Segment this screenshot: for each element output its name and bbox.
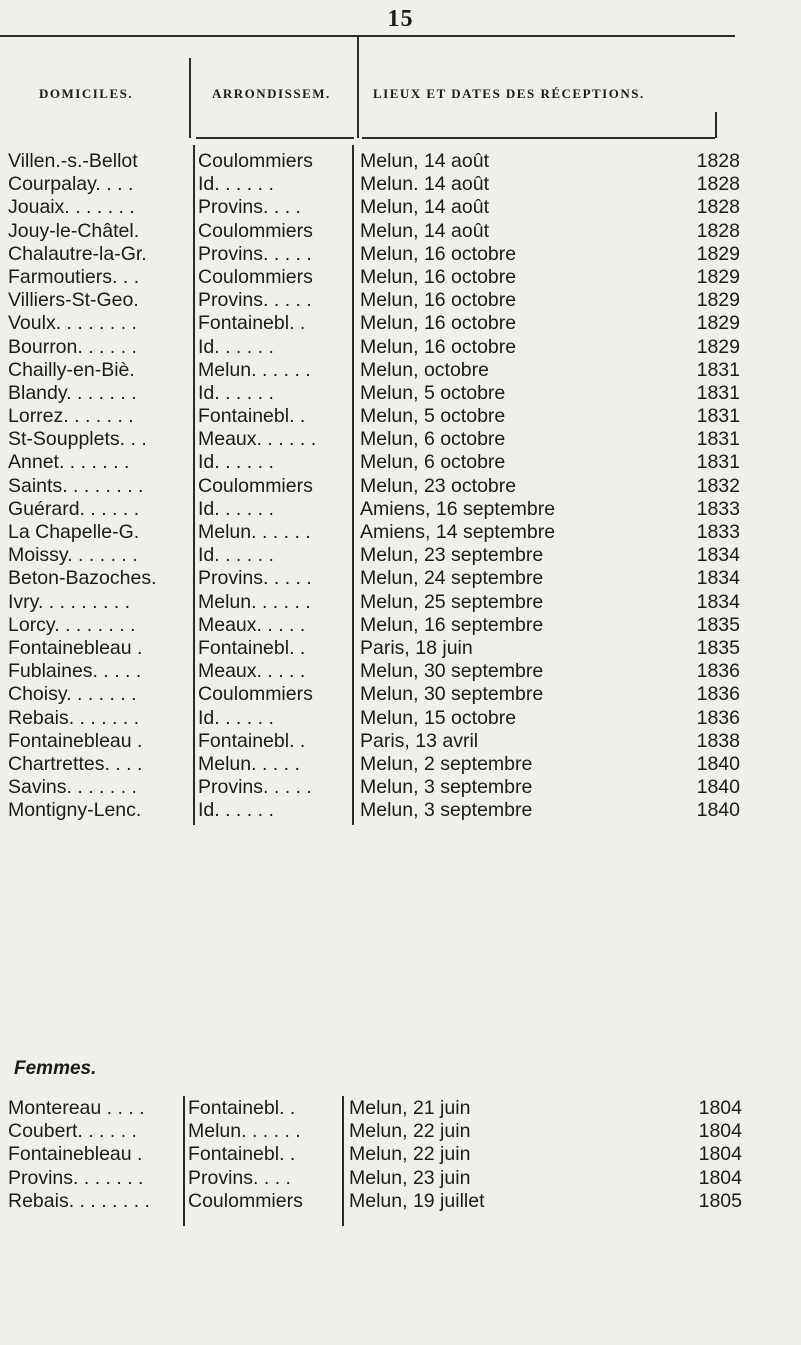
- lieu-date-cell: Melun, 16 octobre: [360, 242, 517, 265]
- entries-arrondissement-cell: Coulommiers: [198, 150, 313, 172]
- column-domiciles: [8, 150, 191, 822]
- entries-domicile-cell: Villiers-St-Geo.: [8, 289, 139, 312]
- entries-domicile-cell: Voulx. . . . . . . .: [8, 312, 137, 335]
- entries-domicile-cell: Villen.-s.-Bellot: [8, 150, 138, 172]
- femmes-domicile-cell: Rebais. . . . . . . .: [8, 1189, 150, 1212]
- entries-row: [360, 359, 740, 382]
- entries-domicile-cell: Courpalay. . . .: [8, 173, 134, 196]
- entries-domicile-cell: Guérard. . . . . .: [8, 497, 140, 520]
- entries-row: [360, 683, 740, 706]
- header-lieux-dates: LIEUX ET DATES DES RÉCEPTIONS.: [373, 86, 645, 101]
- section-label-femmes: Femmes.: [14, 1058, 97, 1079]
- entries-arrondissement-cell: Provins. . . . .: [198, 289, 312, 312]
- lieu-date-cell: Melun, 22 juin: [349, 1143, 471, 1166]
- femmes-column-domiciles: [8, 1097, 180, 1213]
- annee-cell: 1804: [698, 1143, 742, 1166]
- entries-row: [360, 614, 740, 637]
- entries-arrondissement-cell: Provins. . . . .: [198, 242, 312, 265]
- entries-arrondissement-cell: Id. . . . . .: [198, 497, 274, 520]
- entries-arrondissement-cell: Fontainebl. .: [198, 312, 306, 335]
- entries-arrondissement-cell: Melun. . . . . .: [198, 590, 311, 613]
- entries-domicile-cell: Choisy. . . . . . .: [8, 683, 137, 706]
- annee-cell: 1831: [696, 381, 740, 404]
- entries-arrondissement-cell: Id. . . . . .: [198, 544, 274, 567]
- entries-arrondissement-cell: Id. . . . . .: [198, 173, 274, 196]
- entries-row: [360, 660, 740, 683]
- annee-cell: 1838: [696, 729, 740, 752]
- lieu-date-cell: Melun, 21 juin: [349, 1097, 471, 1119]
- lieu-date-cell: Melun. 14 août: [360, 173, 490, 196]
- lieu-date-cell: Paris, 13 avril: [360, 729, 479, 752]
- lieu-date-cell: Melun, 5 octobre: [360, 381, 506, 404]
- header-arrondissements: ARRONDISSEM.: [212, 86, 331, 101]
- entries-domicile-cell: St-Soupplets. . .: [8, 428, 147, 451]
- entries-row: [360, 266, 740, 289]
- entries-domicile-cell: Bourron. . . . . .: [8, 335, 137, 358]
- lieu-date-cell: Amiens, 16 septembre: [360, 497, 556, 520]
- table-divider-2: [352, 145, 354, 825]
- entries-arrondissement-cell: Provins. . . . .: [198, 567, 312, 590]
- annee-cell: 1840: [696, 799, 740, 822]
- lieu-date-cell: Melun, 22 juin: [349, 1120, 471, 1143]
- annee-cell: 1829: [696, 265, 740, 288]
- entries-arrondissement-cell: Fontainebl. .: [198, 405, 306, 428]
- entries-arrondissement-cell: Id. . . . . .: [198, 335, 274, 358]
- lieu-date-cell: Melun, 30 septembre: [360, 660, 544, 683]
- lieu-date-cell: Melun, 24 septembre: [360, 567, 544, 590]
- annee-cell: 1831: [696, 405, 740, 428]
- entries-arrondissement-cell: Provins. . . . .: [198, 776, 312, 799]
- annee-cell: 1829: [696, 335, 740, 358]
- annee-cell: 1831: [696, 428, 740, 451]
- femmes-arrondissement-cell: Provins. . . .: [188, 1166, 291, 1189]
- lieu-date-cell: Melun, 19 juillet: [349, 1189, 485, 1212]
- entries-row: [360, 382, 740, 405]
- entries-row: [360, 637, 740, 660]
- annee-cell: 1834: [696, 590, 740, 613]
- entries-domicile-cell: Fontainebleau .: [8, 636, 143, 659]
- entries-arrondissement-cell: Fontainebl. .: [198, 729, 306, 752]
- lieu-date-cell: Melun, 23 octobre: [360, 474, 517, 497]
- entries-domicile-cell: Chalautre-la-Gr.: [8, 242, 147, 265]
- lieu-date-cell: Melun, 6 octobre: [360, 428, 506, 451]
- entries-domicile-cell: Ivry. . . . . . . . .: [8, 590, 131, 613]
- entries-arrondissement-cell: Meaux. . . . .: [198, 613, 306, 636]
- annee-cell: 1840: [696, 776, 740, 799]
- lieu-date-cell: Melun, 16 octobre: [360, 289, 517, 312]
- entries-arrondissement-cell: Coulommiers: [198, 474, 313, 497]
- femmes-arrondissement-cell: Fontainebl. .: [188, 1143, 296, 1166]
- entries-domicile-cell: Farmoutiers. . .: [8, 265, 140, 288]
- entries-arrondissement-cell: Coulommiers: [198, 683, 313, 706]
- header-divider-1: [189, 58, 191, 138]
- lieu-date-cell: Melun, 25 septembre: [360, 590, 544, 613]
- entries-arrondissement-cell: Id. . . . . .: [198, 451, 274, 474]
- entries-row: [360, 591, 740, 614]
- header-rule-arrondissements: [196, 137, 354, 139]
- annee-cell: 1835: [696, 613, 740, 636]
- lieu-date-cell: Melun, 16 octobre: [360, 335, 517, 358]
- femmes-divider-2: [342, 1096, 344, 1226]
- entries-arrondissement-cell: Melun. . . . .: [198, 752, 300, 775]
- lieu-date-cell: Melun, 14 août: [360, 196, 490, 219]
- entries-row: [360, 776, 740, 799]
- entries-arrondissement-cell: Meaux. . . . .: [198, 660, 306, 683]
- entries-row: [360, 567, 740, 590]
- entries-row: [360, 289, 740, 312]
- entries-domicile-cell: Fublaines. . . . .: [8, 660, 142, 683]
- annee-cell: 1804: [698, 1120, 742, 1143]
- entries-row: [360, 475, 740, 498]
- entries-row: [360, 150, 740, 173]
- header-rule-lieux: [362, 137, 715, 139]
- entries-domicile-cell: Annet. . . . . . .: [8, 451, 130, 474]
- femmes-column-arrondissements: [188, 1097, 340, 1213]
- entries-arrondissement-cell: Melun. . . . . .: [198, 521, 311, 543]
- annee-cell: 1836: [696, 660, 740, 683]
- femmes-domicile-cell: Fontainebleau .: [8, 1143, 143, 1166]
- femmes-divider-1: [183, 1096, 185, 1226]
- entries-arrondissement-cell: Coulommiers: [198, 265, 313, 288]
- entries-domicile-cell: Savins. . . . . . .: [8, 776, 137, 799]
- page-number: 15: [387, 6, 414, 32]
- annee-cell: 1804: [698, 1166, 742, 1189]
- annee-cell: 1836: [696, 706, 740, 729]
- entries-domicile-cell: Beton-Bazoches.: [8, 567, 157, 590]
- annee-cell: 1829: [696, 289, 740, 312]
- femmes-row: [349, 1120, 742, 1143]
- femmes-row: [349, 1190, 742, 1213]
- annee-cell: 1833: [696, 521, 740, 543]
- entries-row: [360, 799, 740, 822]
- entries-row: [360, 173, 740, 196]
- entries-arrondissement-cell: Provins. . . .: [198, 196, 301, 219]
- femmes-row: [349, 1143, 742, 1166]
- header-divider-3: [715, 112, 717, 138]
- entries-arrondissement-cell: Fontainebl. .: [198, 636, 306, 659]
- annee-cell: 1834: [696, 544, 740, 567]
- annee-cell: 1828: [696, 219, 740, 242]
- lieu-date-cell: Melun, 3 septembre: [360, 776, 533, 799]
- annee-cell: 1829: [696, 242, 740, 265]
- entries-domicile-cell: Chailly-en-Biè.: [8, 358, 135, 381]
- entries-row: [360, 312, 740, 335]
- lieu-date-cell: Amiens, 14 septembre: [360, 521, 556, 543]
- entries-domicile-cell: Rebais. . . . . . .: [8, 706, 140, 729]
- entries-arrondissement-cell: Melun. . . . . .: [198, 358, 311, 381]
- lieu-date-cell: Melun, 15 octobre: [360, 706, 517, 729]
- annee-cell: 1834: [696, 567, 740, 590]
- entries-domicile-cell: Montigny-Lenc.: [8, 799, 142, 822]
- annee-cell: 1804: [698, 1097, 742, 1119]
- annee-cell: 1836: [696, 683, 740, 706]
- entries-row: [360, 451, 740, 474]
- entries-row: [360, 243, 740, 266]
- lieu-date-cell: Melun, 16 octobre: [360, 265, 517, 288]
- entries-domicile-cell: Moissy. . . . . . .: [8, 544, 138, 567]
- femmes-arrondissement-cell: Melun. . . . . .: [188, 1120, 301, 1143]
- entries-arrondissement-cell: Id. . . . . .: [198, 381, 274, 404]
- entries-domicile-cell: Jouaix. . . . . . .: [8, 196, 135, 219]
- annee-cell: 1828: [696, 150, 740, 172]
- entries-row: [360, 428, 740, 451]
- entries-arrondissement-cell: Id. . . . . .: [198, 706, 274, 729]
- entries-row: [360, 196, 740, 219]
- femmes-column-lieux-dates: [349, 1097, 742, 1213]
- lieu-date-cell: Melun, 5 octobre: [360, 405, 506, 428]
- entries-row: [360, 753, 740, 776]
- femmes-domicile-cell: Coubert. . . . . .: [8, 1120, 137, 1143]
- annee-cell: 1831: [696, 451, 740, 474]
- femmes-row: [349, 1167, 742, 1190]
- lieu-date-cell: Melun, 6 octobre: [360, 451, 506, 474]
- annee-cell: 1831: [696, 358, 740, 381]
- entries-domicile-cell: La Chapelle-G.: [8, 521, 140, 543]
- annee-cell: 1805: [698, 1189, 742, 1212]
- entries-row: [360, 544, 740, 567]
- femmes-row: [349, 1097, 742, 1120]
- lieu-date-cell: Melun, 14 août: [360, 150, 490, 172]
- column-arrondissements: [198, 150, 350, 822]
- entries-domicile-cell: Fontainebleau .: [8, 729, 143, 752]
- annee-cell: 1840: [696, 752, 740, 775]
- entries-domicile-cell: Chartrettes. . . .: [8, 752, 143, 775]
- annee-cell: 1828: [696, 173, 740, 196]
- entries-row: [360, 730, 740, 753]
- annee-cell: 1833: [696, 497, 740, 520]
- table-divider-1: [193, 145, 195, 825]
- annee-cell: 1835: [696, 636, 740, 659]
- top-rule: [0, 35, 735, 37]
- entries-arrondissement-cell: Coulommiers: [198, 219, 313, 242]
- entries-domicile-cell: Saints. . . . . . . .: [8, 474, 144, 497]
- entries-row: [360, 498, 740, 521]
- femmes-domicile-cell: Montereau . . . .: [8, 1097, 145, 1119]
- lieu-date-cell: Paris, 18 juin: [360, 636, 473, 659]
- entries-row: [360, 707, 740, 730]
- lieu-date-cell: Melun, 30 septembre: [360, 683, 544, 706]
- entries-domicile-cell: Lorrez. . . . . . .: [8, 405, 134, 428]
- annee-cell: 1832: [696, 474, 740, 497]
- entries-arrondissement-cell: Meaux. . . . . .: [198, 428, 317, 451]
- lieu-date-cell: Melun, 16 septembre: [360, 613, 544, 636]
- entries-row: [360, 336, 740, 359]
- entries-row: [360, 405, 740, 428]
- header-divider-2: [357, 37, 359, 138]
- lieu-date-cell: Melun, octobre: [360, 358, 489, 381]
- lieu-date-cell: Melun, 23 septembre: [360, 544, 544, 567]
- annee-cell: 1829: [696, 312, 740, 335]
- entries-row: [360, 521, 740, 544]
- entries-domicile-cell: Jouy-le-Châtel.: [8, 219, 140, 242]
- header-domiciles: DOMICILES.: [39, 86, 134, 101]
- femmes-arrondissement-cell: Coulommiers: [188, 1189, 303, 1212]
- lieu-date-cell: Melun, 3 septembre: [360, 799, 533, 822]
- lieu-date-cell: Melun, 16 octobre: [360, 312, 517, 335]
- lieu-date-cell: Melun, 14 août: [360, 219, 490, 242]
- lieu-date-cell: Melun, 2 septembre: [360, 752, 533, 775]
- column-lieux-dates: [360, 150, 740, 822]
- lieu-date-cell: Melun, 23 juin: [349, 1166, 471, 1189]
- annee-cell: 1828: [696, 196, 740, 219]
- femmes-arrondissement-cell: Fontainebl. .: [188, 1097, 296, 1119]
- entries-row: [360, 220, 740, 243]
- entries-domicile-cell: Blandy. . . . . . .: [8, 381, 137, 404]
- femmes-domicile-cell: Provins. . . . . . .: [8, 1166, 144, 1189]
- entries-arrondissement-cell: Id. . . . . .: [198, 799, 274, 822]
- entries-domicile-cell: Lorcy. . . . . . . .: [8, 613, 136, 636]
